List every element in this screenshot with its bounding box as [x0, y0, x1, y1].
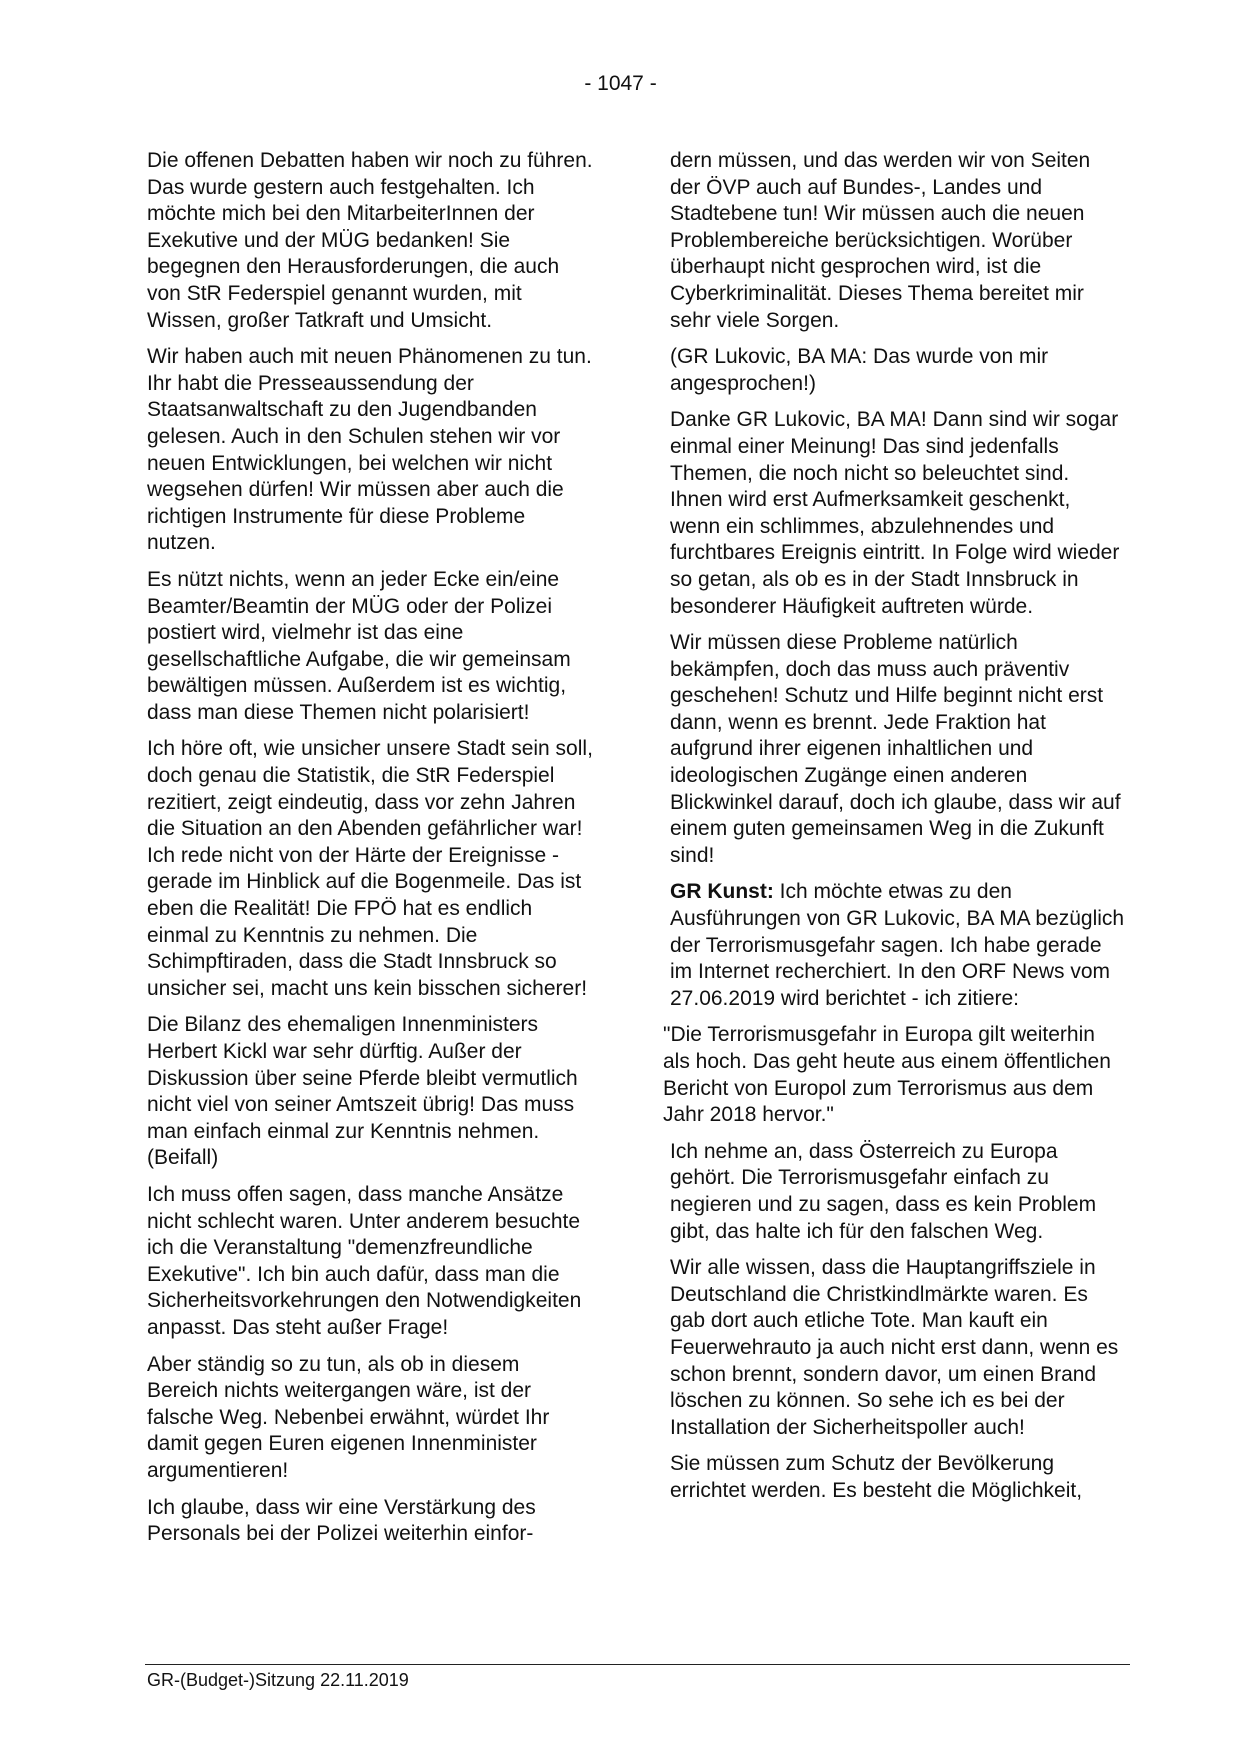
paragraph: Aber ständig so zu tun, als ob in diesem Bereich nichts weitergangen wäre, ist der falsche Weg. Nebenbei erwähnt, würdet Ihr damit gegen Euren eigenen Innenminister argumentieren! — [147, 1352, 550, 1482]
paragraph: Ich muss offen sagen, dass manche Ansätze nicht schlecht waren. Unter anderem besuchte ich die Veranstaltung "demenzfreundliche Exekutive". Ich bin auch dafür, dass man die Sicherheitsvorkehrungen den Notwendigkeiten anpasst. Das steht außer Frage! — [147, 1182, 582, 1339]
page-number: - 1047 - — [584, 72, 657, 95]
paragraph: dern müssen, und das werden wir von Seiten der ÖVP auch auf Bundes-, Landes und Stadtebene tun! Wir müssen auch die neuen Problembereiche berücksichtigen. Worüber überhaupt nicht gesprochen wird, ist die Cyberkriminalität. Dieses Thema bereitet mir sehr viele Sorgen. — [670, 149, 1091, 332]
paragraph: Danke GR Lukovic, BA MA! Dann sind wir sogar einmal einer Meinung! Das sind jedenfalls Themen, die noch nicht so beleuchtet sind. Ihnen wird erst Aufmerksamkeit geschenkt, wenn ein schlimmes, abzulehnendes und furchtbares Ereignis eintritt. In Folge wird wieder so getan, als ob es in der Stadt Innsbruck in besonderer Häufigkeit auftreten würde. — [670, 408, 1120, 618]
paragraph: Sie müssen zum Schutz der Bevölkerung errichtet werden. Es besteht die Möglichkeit, — [670, 1452, 1083, 1502]
footer-session-label: GR-(Budget-)Sitzung 22.11.2019 — [147, 1670, 409, 1690]
paragraph: Wir haben auch mit neuen Phänomenen zu tun. Ihr habt die Presseaussendung der Staatsanwaltschaft zu den Jugendbanden gelesen. Auch in den Schulen stehen wir vor neuen Entwicklungen, bei welchen wir nicht wegsehen dürfen! Wir müssen aber auch die richtigen Instrumente für diese Probleme nutzen. — [147, 345, 592, 555]
speaker-paragraph — [670, 879, 1125, 1012]
paragraph: Ich höre oft, wie unsicher unsere Stadt sein soll, doch genau die Statistik, die StR Federspiel rezitiert, zeigt eindeutig, dass vor zehn Jahren die Situation an den Abenden gefährlicher war! Ich rede nicht von der Härte der Ereignisse - gerade im Hinblick auf die Bogenmeile. Das ist eben die Realität! Die FPÖ hat es endlich einmal zu Kenntnis zu nehmen. Die Schimpftiraden, dass die Stadt Innsbruck so unsicher sei, macht uns kein bisschen sicherer! — [147, 737, 593, 1000]
paragraph: Wir müssen diese Probleme natürlich bekämpfen, doch das muss auch präventiv geschehen! Schutz und Hilfe beginnt nicht erst dann, wenn es brennt. Jede Fraktion hat aufgrund ihrer eigenen inhaltlichen und ideologischen Zugänge einen anderen Blickwinkel darauf, doch ich glaube, dass wir auf einem guten gemeinsamen Weg in die Zukunft sind! — [670, 631, 1121, 867]
paragraph: Die Bilanz des ehemaligen Innenministers Herbert Kickl war sehr dürftig. Außer der Diskussion über seine Pferde bleibt vermutlich nicht viel von seiner Amtszeit übrig! Das muss man einfach einmal zur Kenntnis nehmen. (Beifall) — [147, 1013, 578, 1170]
speaker-name: GR Kunst: — [670, 880, 774, 904]
paragraph: Ich nehme an, dass Österreich zu Europa gehört. Die Terrorismusgefahr einfach zu negieren und zu sagen, dass es kein Problem gibt, das halte ich für den falschen Weg. — [670, 1139, 1097, 1243]
quotation: "Die Terrorismusgefahr in Europa gilt weiterhin als hoch. Das geht heute aus einem öffentlichen Bericht von Europol zum Terrorismus aus dem Jahr 2018 hervor." — [663, 1023, 1111, 1127]
paragraph: Wir alle wissen, dass die Hauptangriffsziele in Deutschland die Christkindlmärkte waren. Es gab dort auch etliche Tote. Man kauft ein Feuerwehrauto ja auch nicht erst dann, wenn es schon brennt, sondern davor, um einen Brand löschen zu können. So sehe ich es bei der Installation der Sicherheitspoller auch! — [670, 1256, 1119, 1439]
paragraph: Ich glaube, dass wir eine Verstärkung des Personals bei der Polizei weiterhin einfor- — [147, 1495, 536, 1546]
footer-divider — [145, 1664, 1130, 1665]
interjection: (GR Lukovic, BA MA: Das wurde von mir angesprochen!) — [670, 345, 1049, 395]
speaker-text: Ich möchte etwas zu den Ausführungen von GR Lukovic, BA MA bezüglich der Terrorismusgefahr sagen. Ich habe gerade im Internet recherchiert. In den ORF News vom 27.06.2019 wird berichtet - ich zitiere: — [670, 880, 1125, 1010]
paragraph: Es nützt nichts, wenn an jeder Ecke ein/eine Beamter/Beamtin der MÜG oder der Polizei postiert wird, vielmehr ist das eine gesellschaftliche Aufgabe, die wir gemeinsam bewältigen müssen. Außerdem ist es wichtig, dass man diese Themen nicht polarisiert! — [147, 567, 571, 724]
left-column — [147, 148, 594, 1558]
right-column — [663, 148, 1125, 1515]
paragraph: Die offenen Debatten haben wir noch zu führen. Das wurde gestern auch festgehalten. Ich möchte mich bei den MitarbeiterInnen der Exekutive und der MÜG bedanken! Sie begegnen den Herausforderungen, die auch von StR Federspiel genannt wurden, mit Wissen, großer Tatkraft und Umsicht. — [147, 149, 593, 332]
